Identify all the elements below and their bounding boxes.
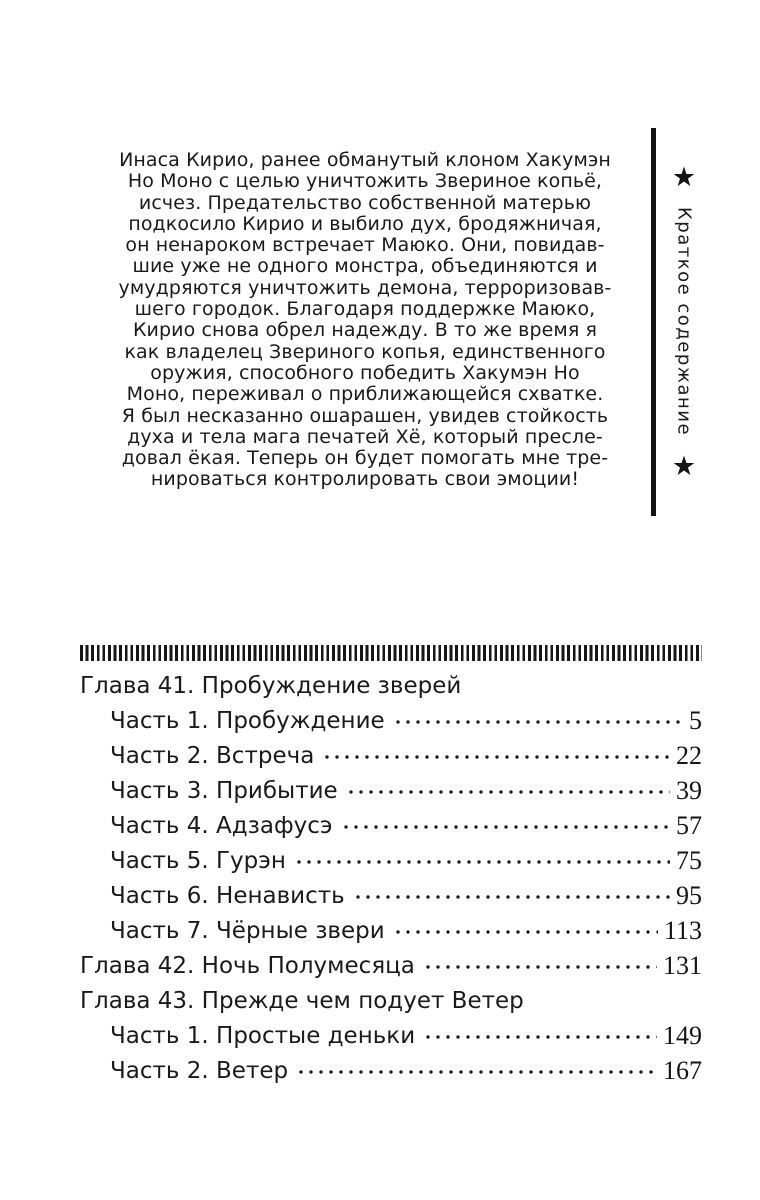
toc-entry — [80, 1053, 702, 1088]
sidebar-rule — [651, 128, 656, 516]
toc-entry-label: Глава 42. Ночь Полумесяца — [80, 952, 415, 979]
synopsis-line: Инаса Кирио, ранее обманутый клоном Хакумэн — [119, 149, 611, 171]
synopsis-line: Моно, переживал о приближающейся схватке. — [126, 383, 604, 406]
synopsis-line: шие уже не одного монстра, объединяются и — [132, 255, 598, 278]
toc-page-number: 75 — [676, 845, 702, 875]
synopsis-line: Я был несказанно ошарашен, увидев стойкость — [121, 404, 609, 427]
synopsis-block — [85, 150, 645, 491]
toc-page-number: 57 — [676, 810, 702, 840]
synopsis-line: Кирио снова обрел надежду. В то же время я — [132, 319, 598, 342]
toc-leader-dots — [346, 773, 670, 808]
toc-page-number: 39 — [676, 775, 702, 805]
toc-leader-dots — [296, 1053, 657, 1088]
toc-page-number: 149 — [663, 1020, 702, 1050]
toc-entry — [80, 878, 702, 913]
toc-entry-label: Часть 3. Прибытие — [110, 777, 338, 804]
toc-page-number: 167 — [663, 1055, 702, 1085]
toc-entry-label: Часть 7. Чёрные звери — [110, 917, 385, 944]
sidebar-label: Краткое содержание — [673, 207, 695, 437]
toc-entry — [80, 1018, 702, 1053]
table-of-contents — [80, 645, 702, 1088]
synopsis-line: духа и тела мага печатей Хё, который пресле- — [127, 425, 603, 448]
synopsis-line: нироваться контролировать свои эмоции! — [150, 468, 580, 491]
toc-entry-label: Часть 2. Встреча — [110, 742, 315, 769]
toc-entry-label: Часть 5. Гурэн — [110, 847, 286, 874]
synopsis-line: подкосило Кирио и выбило дух, бродяжничая, — [128, 212, 602, 235]
toc-leader-dots — [353, 878, 670, 913]
toc-entry — [80, 843, 702, 878]
toc-page-number: 131 — [663, 950, 702, 980]
toc-leader-dots — [393, 703, 683, 738]
toc-entry-label: Часть 4. Адзафусэ — [110, 812, 333, 839]
toc-entries — [80, 668, 702, 1088]
toc-leader-dots — [423, 1018, 657, 1053]
toc-entry — [80, 983, 702, 1018]
toc-entry-label: Часть 6. Ненависть — [110, 882, 345, 909]
toc-entry — [80, 948, 702, 983]
synopsis-line: умудряются уничтожить демона, терроризовав- — [118, 276, 612, 299]
synopsis-line: Но Моно с целью уничтожить Звериное копьё, — [127, 170, 603, 193]
star-icon-top: ★ — [671, 162, 697, 194]
star-icon-bottom: ★ — [671, 450, 697, 482]
toc-entry-label: Часть 1. Пробуждение — [110, 707, 385, 734]
toc-leader-dots — [294, 843, 670, 878]
toc-page-number: 22 — [676, 740, 702, 770]
toc-leader-dots — [393, 913, 658, 948]
toc-entry-label: Глава 43. Прежде чем подует Ветер — [80, 987, 524, 1014]
synopsis-line: оружия, способного победить Хакумэн Но — [150, 361, 580, 384]
toc-entry — [80, 808, 702, 843]
synopsis-line: исчез. Предательство собственной матерью — [138, 191, 592, 214]
toc-entry — [80, 773, 702, 808]
synopsis-line: он ненароком встречает Маюко. Они, повидав- — [125, 234, 605, 257]
toc-page-number: 113 — [663, 915, 702, 945]
toc-leader-dots — [341, 808, 670, 843]
toc-entry — [80, 738, 702, 773]
synopsis-line: шего городок. Благодаря поддержке Маюко, — [134, 298, 596, 321]
toc-entry — [80, 703, 702, 738]
toc-leader-dots — [322, 738, 670, 773]
sidebar-caption — [658, 128, 710, 516]
synopsis-line: как владелец Звериного копья, единственного — [124, 340, 606, 363]
toc-page-number: 5 — [689, 705, 702, 735]
toc-entry-label: Часть 2. Ветер — [110, 1057, 289, 1084]
toc-entry — [80, 668, 702, 703]
toc-entry-label: Глава 41. Пробуждение зверей — [80, 672, 462, 699]
toc-entry-label: Часть 1. Простые деньки — [110, 1022, 416, 1049]
toc-leader-dots — [423, 948, 657, 983]
synopsis-line: довал ёкая. Теперь он будет помогать мне тре- — [121, 447, 609, 470]
toc-entry — [80, 913, 702, 948]
toc-page-number: 95 — [676, 880, 702, 910]
toc-divider-bar — [80, 645, 702, 661]
